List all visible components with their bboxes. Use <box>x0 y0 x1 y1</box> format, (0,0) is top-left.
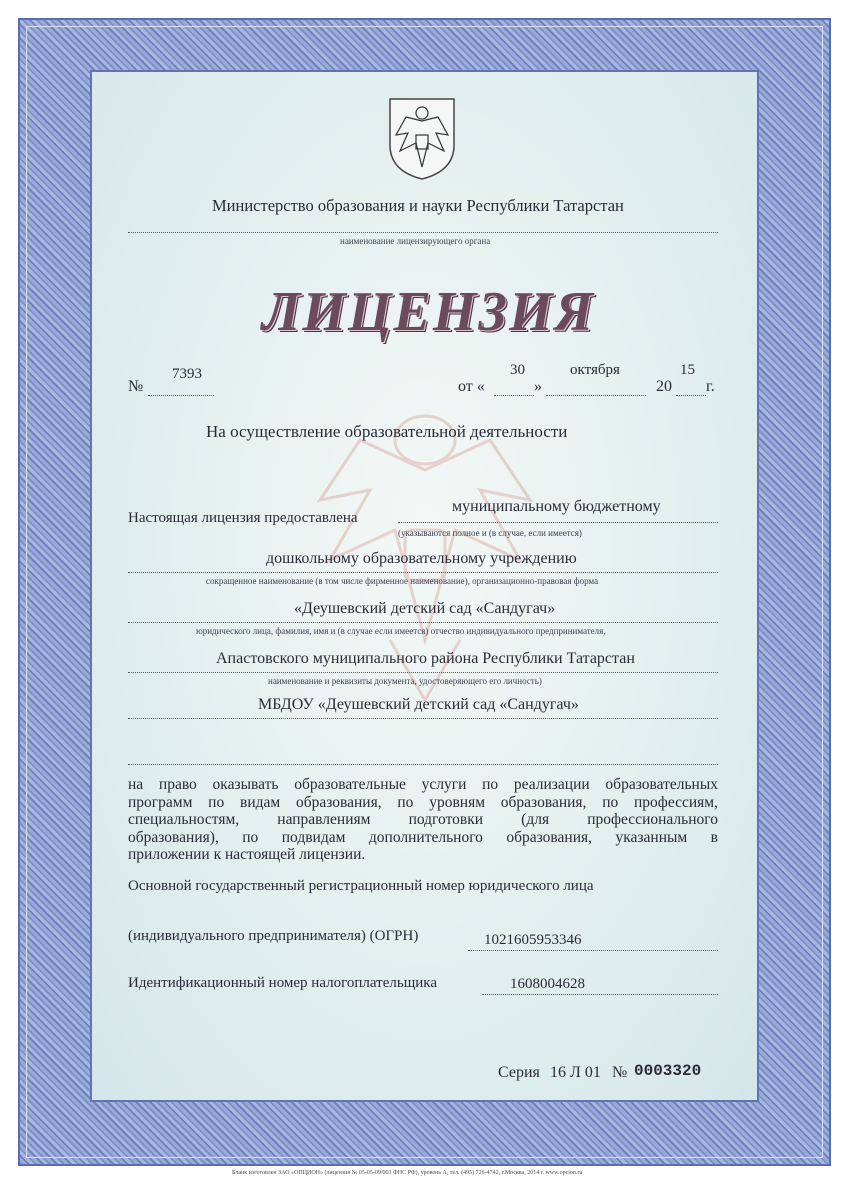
number-label: № <box>128 378 144 395</box>
month-underline <box>546 395 646 396</box>
ogrn-underline <box>468 950 718 951</box>
inn-value: 1608004628 <box>510 976 585 992</box>
series-label: Серия <box>498 1064 540 1081</box>
date-from-label: от « <box>458 378 485 395</box>
rights-line-2: программ по видам образования, по уровням образования, по профессиям, <box>128 793 718 811</box>
printer-footer: Бланк изготовлен ЗАО «ОПЦИОН» (лицензия № 05-05-09/003 ФНС РФ), уровень А, тел. (495) 726-4742, г.Москва, 2014 г. www.opcion.ru <box>232 1170 583 1176</box>
rights-line-5: приложении к настоящей лицензии. <box>128 846 366 863</box>
ogrn-value: 1021605953346 <box>484 932 582 948</box>
series-code: 16 Л 01 <box>550 1064 601 1081</box>
granted-line-3: «Деушевский детский сад «Сандугач» <box>294 600 556 617</box>
day-underline <box>494 395 534 396</box>
date-year: 15 <box>680 362 695 378</box>
caption-3: юридического лица, фамилия, имя и (в случае если имеется) отчество индивидуального предпринимателя, <box>196 626 606 636</box>
number-underline <box>148 395 214 396</box>
granted-line-5: МБДОУ «Деушевский детский сад «Сандугач» <box>258 696 579 713</box>
issuer-name: Министерство образования и науки Республики Татарстан <box>212 196 624 215</box>
granted-line-2: дошкольному образовательному учреждению <box>266 550 577 567</box>
granted-underline-1 <box>398 522 718 523</box>
granted-line-4: Апастовского муниципального района Республики Татарстан <box>216 650 635 667</box>
blank-underline <box>128 764 718 765</box>
series-number-label: № <box>612 1064 628 1081</box>
series-number: 0003320 <box>634 1062 702 1080</box>
ogrn-label-2: (индивидуального предпринимателя) (ОГРН) <box>128 928 419 944</box>
granted-underline-4 <box>128 672 718 673</box>
granted-underline-2 <box>128 572 718 573</box>
granted-label: Настоящая лицензия предоставлена <box>128 510 358 526</box>
date-year-suffix: г. <box>706 378 715 395</box>
granted-line-1: муниципальному бюджетному <box>452 498 661 515</box>
issuer-underline <box>128 232 718 233</box>
date-day: 30 <box>510 362 525 378</box>
rights-line-3: специальностям, направлениям подготовки (для профессионального <box>128 811 718 828</box>
caption-4: наименование и реквизиты документа, удостоверяющего его личность) <box>268 676 542 686</box>
issuer-caption: наименование лицензирующего органа <box>340 236 491 246</box>
granted-underline-3 <box>128 622 718 623</box>
license-number: 7393 <box>172 366 202 382</box>
document-title: ЛИЦЕНЗИЯ <box>262 281 596 343</box>
date-close-quote: » <box>534 378 542 395</box>
coat-of-arms-icon <box>386 95 458 181</box>
caption-1: (указываются полное и (в случае, если имеется) <box>398 528 582 538</box>
inn-label: Идентификационный номер налогоплательщика <box>128 975 438 991</box>
rights-text <box>128 776 718 864</box>
ogrn-label-1: Основной государственный регистрационный номер юридического лица <box>128 878 594 894</box>
granted-underline-5 <box>128 718 718 719</box>
inn-underline <box>482 994 718 995</box>
license-purpose: На осуществление образовательной деятельности <box>206 422 568 441</box>
caption-2: сокращенное наименование (в том числе фирменное наименование), организационно-правовая форма <box>206 576 599 586</box>
rights-line-1: на право оказывать образовательные услуги по реализации образовательных <box>128 776 718 793</box>
year-underline <box>676 395 706 396</box>
rights-line-4: образования), по подвидам дополнительного образования, указанным в <box>128 828 718 846</box>
date-month: октября <box>570 362 620 378</box>
date-year-prefix: 20 <box>656 378 672 395</box>
